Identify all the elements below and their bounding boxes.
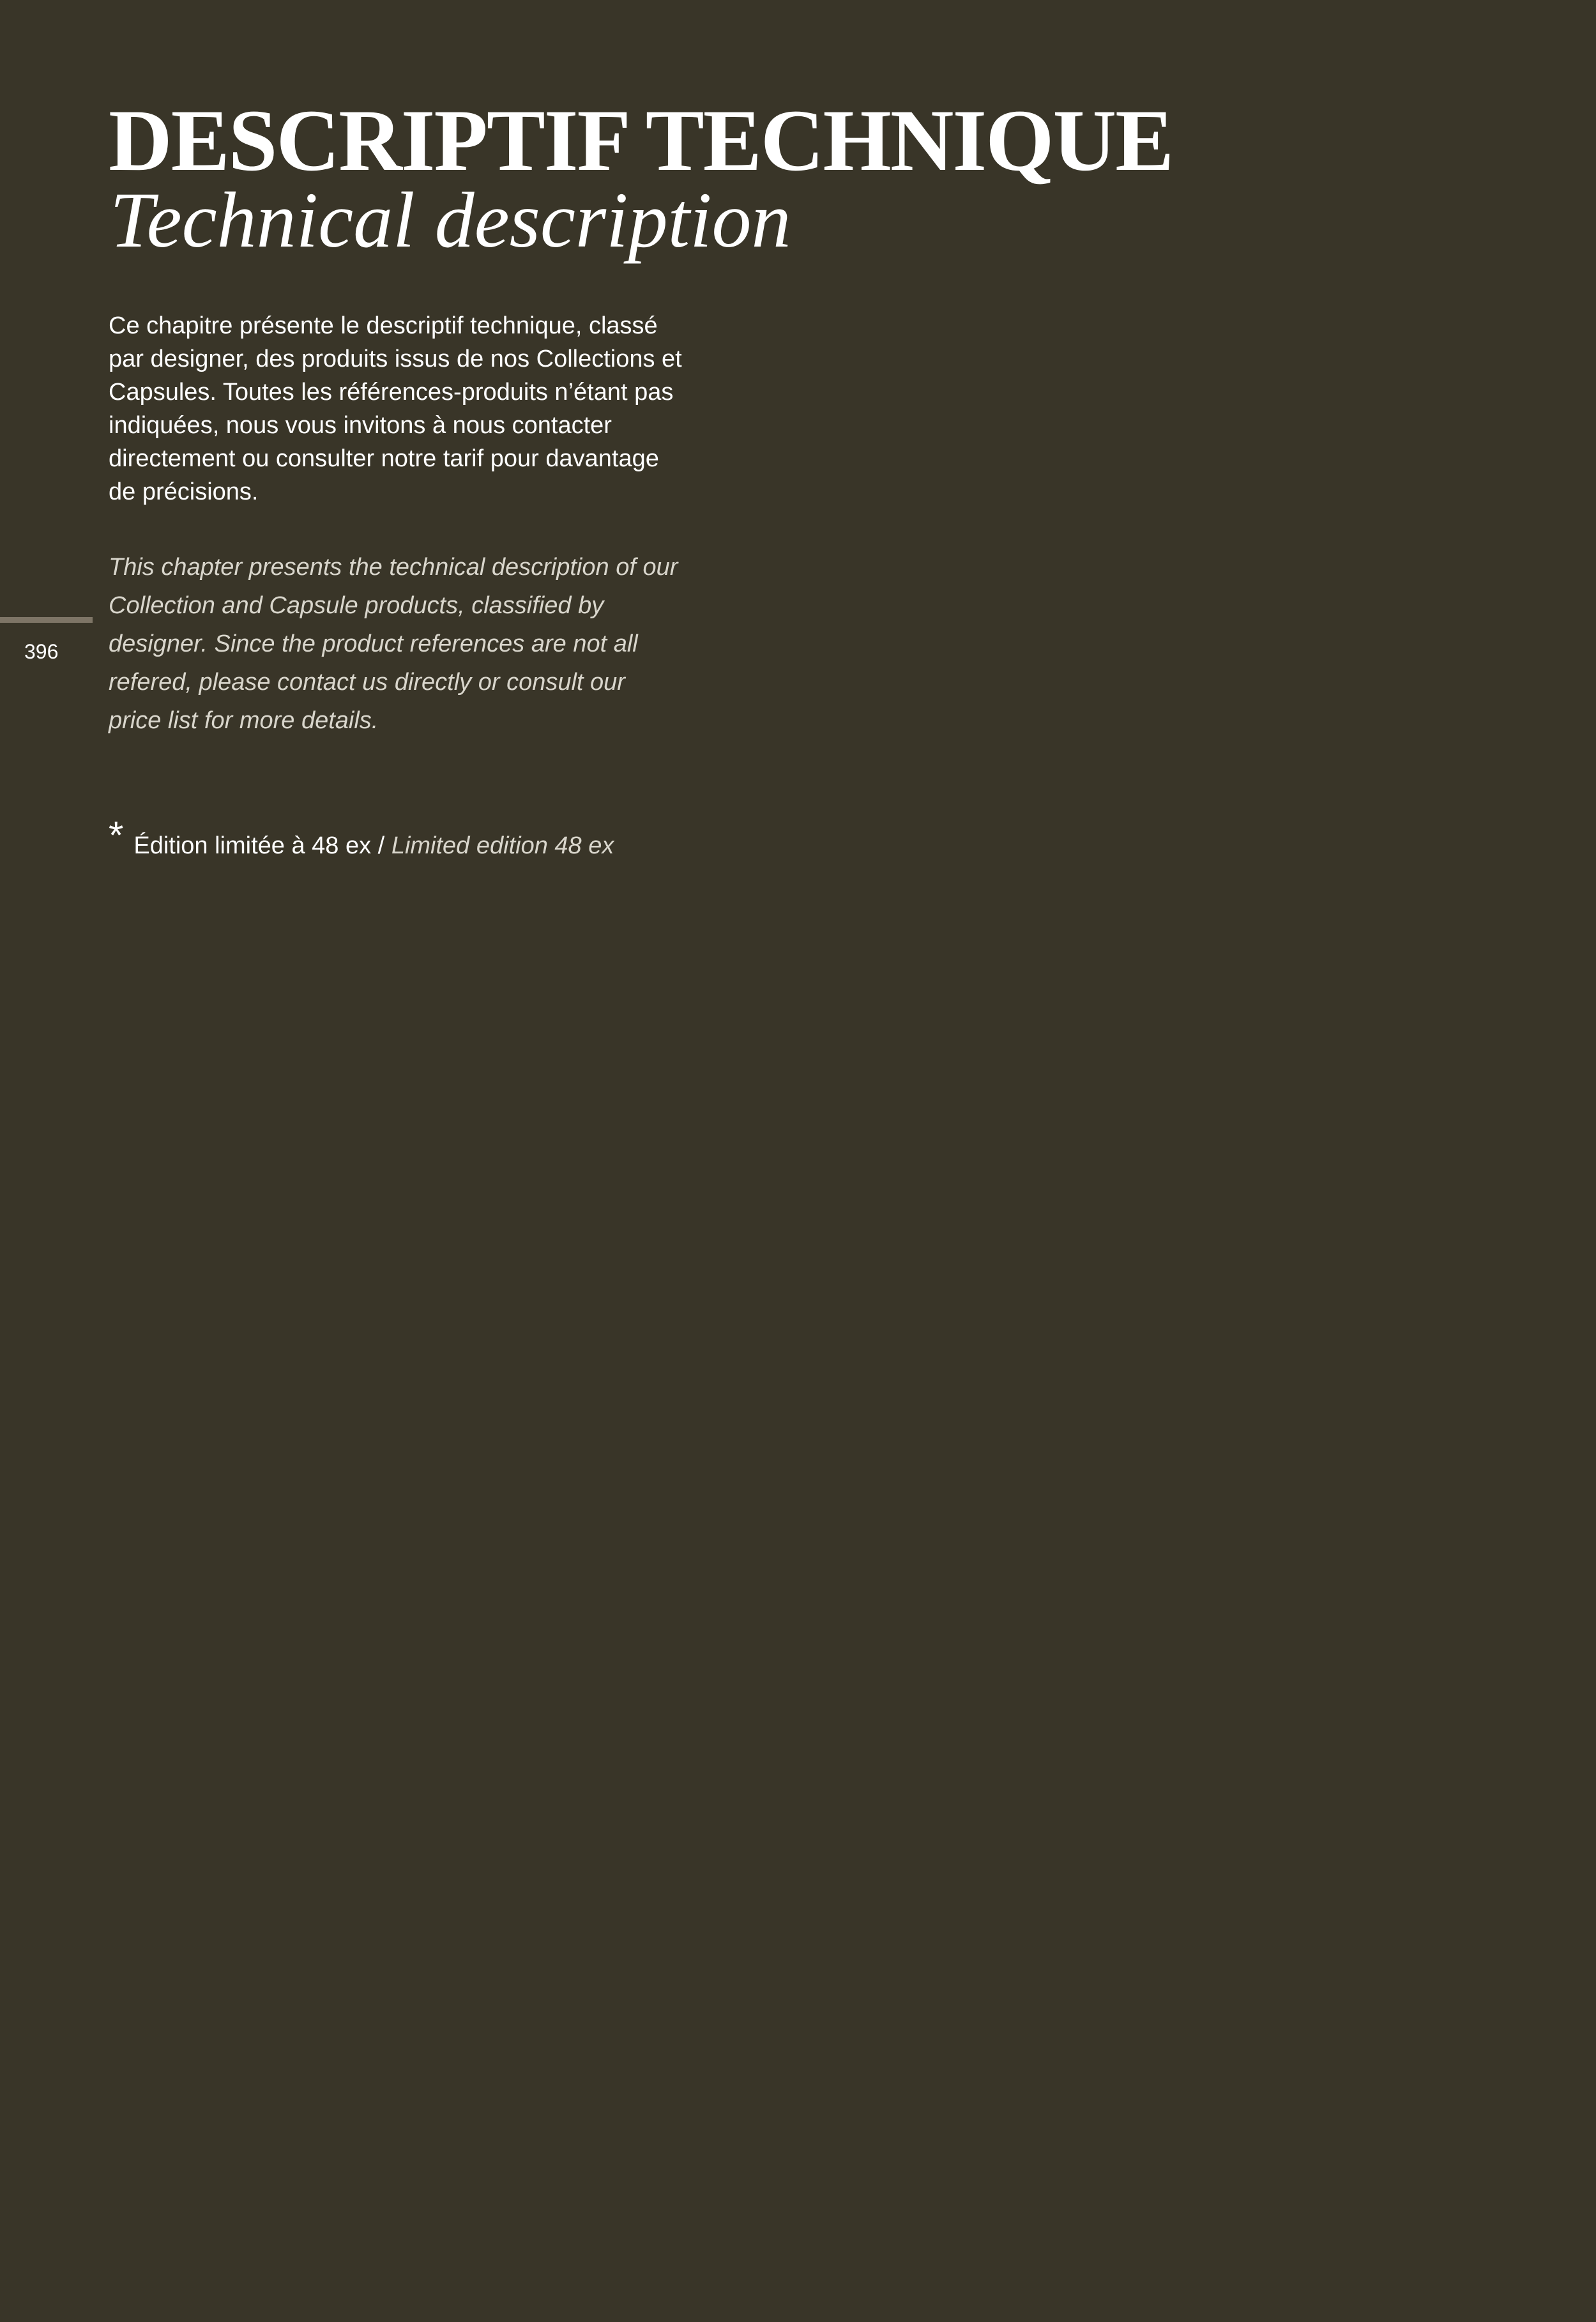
asterisk-icon: * [109, 814, 124, 857]
page-marker-bar [0, 617, 93, 623]
footnote-separator: / [371, 832, 391, 859]
page-number: 396 [24, 640, 59, 663]
limited-edition-footnote [109, 814, 614, 859]
intro-paragraph-english: This chapter presents the technical description of our Collection and Capsule products, classified by designer. Since the product references are not all refered, please contact us directly or consult our price list for more details. [109, 554, 678, 734]
footnote-text-english: Limited edition 48 ex [391, 832, 614, 859]
footnote-text-french: Édition limitée à 48 ex [133, 832, 372, 859]
page-title: DESCRIPTIF TECHNIQUE [109, 91, 1173, 189]
intro-paragraph-french: Ce chapitre présente le descriptif technique, classé par designer, des produits issus de nos Collections et Capsules. Toutes les références-produits n’étant pas indiquées, nous vous invitons à nous contacter directement ou consulter notre tarif pour davantage de précisions. [109, 312, 682, 505]
page-subtitle: Technical description [110, 176, 791, 264]
